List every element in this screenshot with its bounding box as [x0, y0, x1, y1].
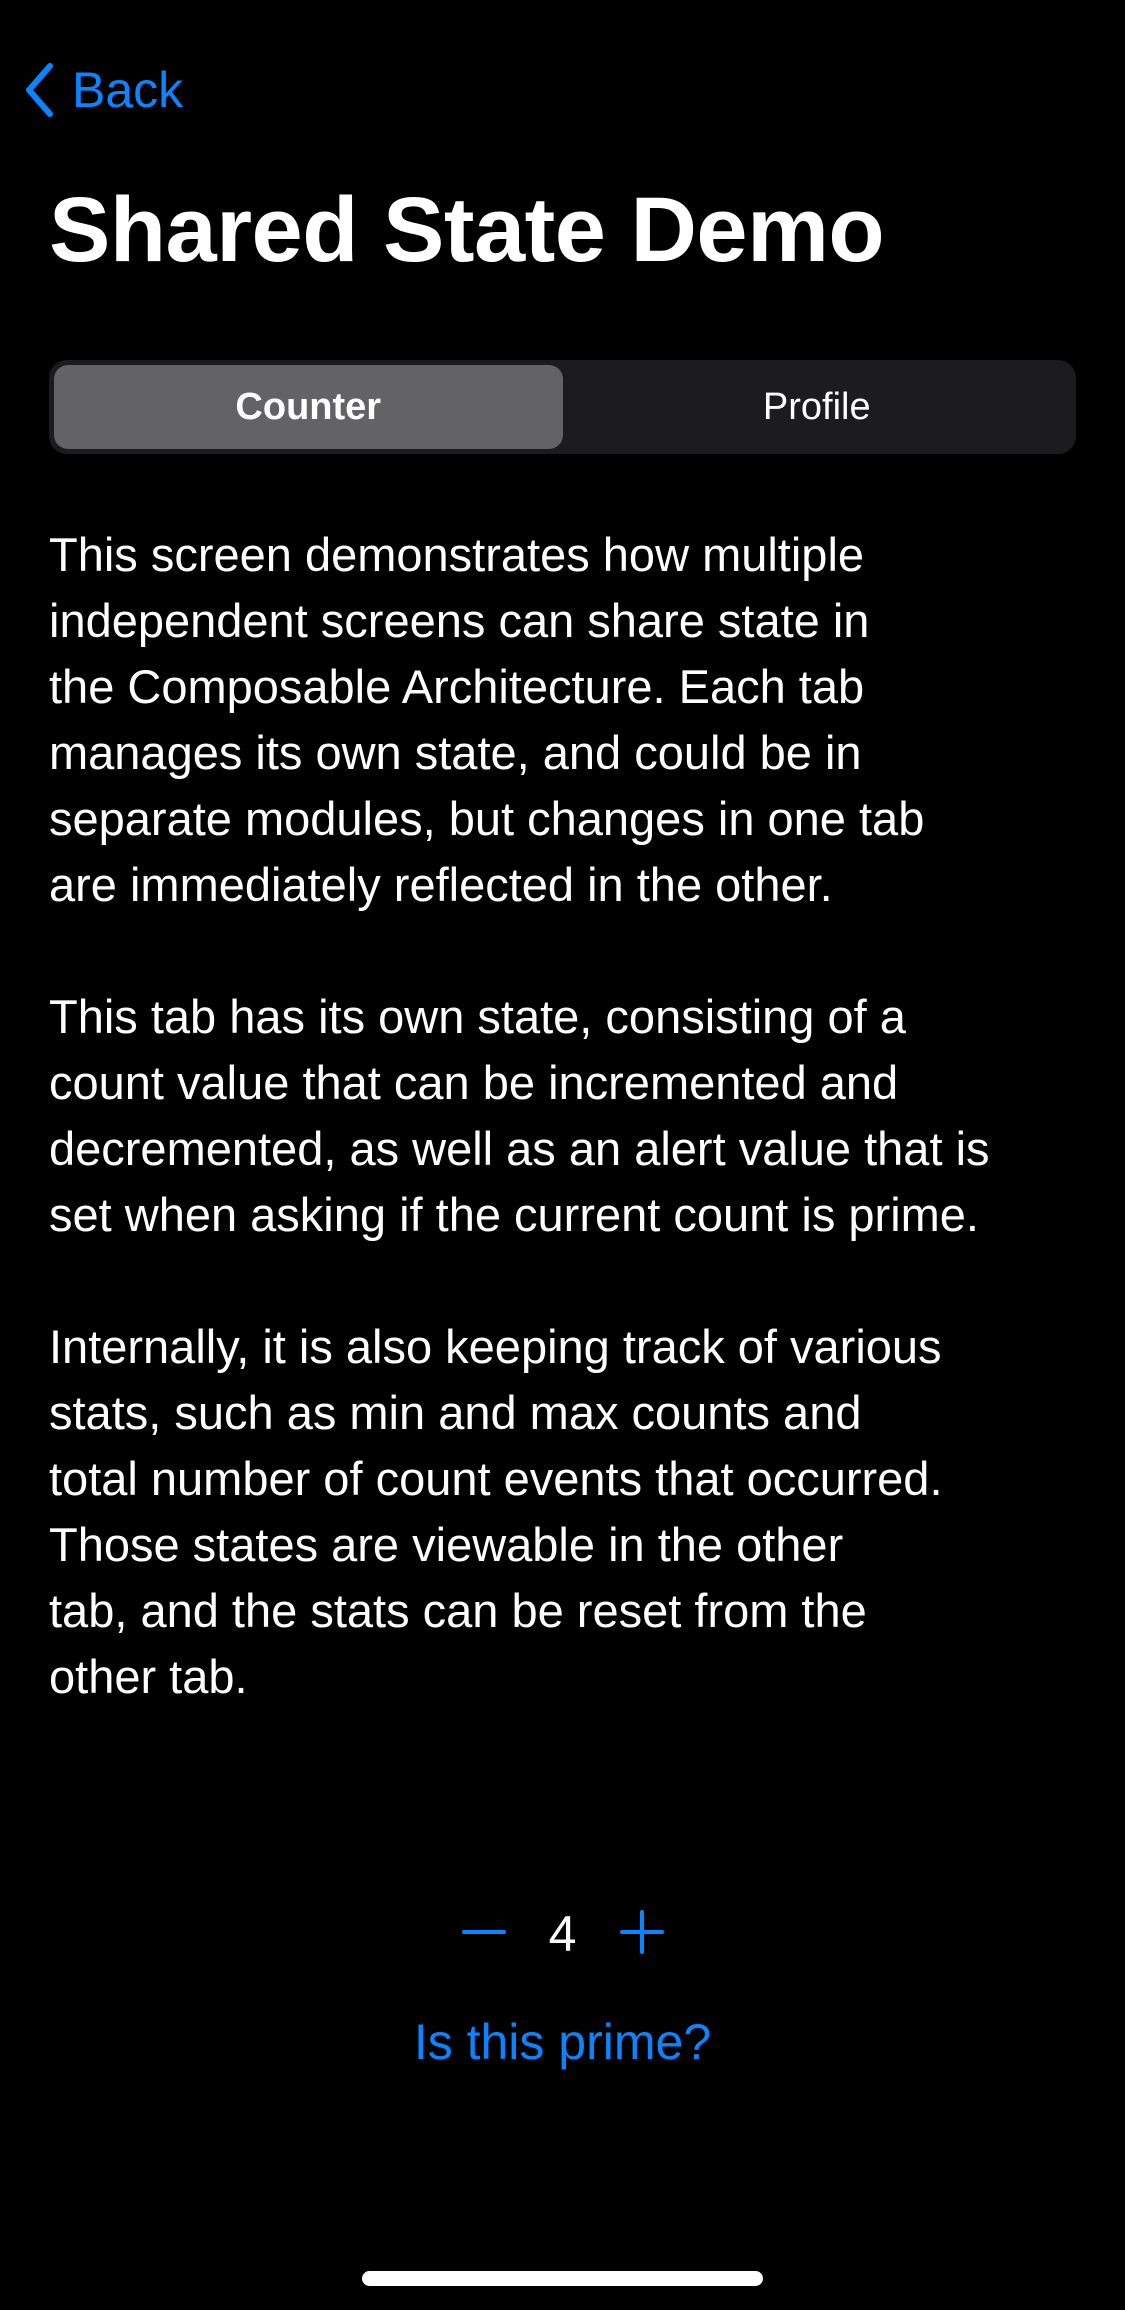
- back-button-label: Back: [72, 62, 184, 118]
- is-prime-button[interactable]: Is this prime?: [413, 2014, 712, 2070]
- description-paragraph: This tab has its own state, consisting of a count value that can be incremented and decremented, as well as an alert value that is set when asking if the current count is prime.: [49, 990, 990, 1241]
- segment-counter[interactable]: Counter: [54, 365, 563, 449]
- plus-icon: [620, 1910, 664, 1959]
- page-title: Shared State Demo: [49, 179, 885, 281]
- count-value: 4: [548, 1906, 577, 1962]
- minus-icon: [462, 1910, 506, 1959]
- description: [49, 522, 1089, 1776]
- segmented-control: [49, 360, 1076, 454]
- description-paragraph: Internally, it is also keeping track of various stats, such as min and max counts and total number of count events that occurred. Those states are viewable in the other tab, and the stats can be reset from the other tab.: [49, 1320, 943, 1703]
- description-paragraph: This screen demonstrates how multiple independent screens can share state in the Composable Architecture. Each tab manages its own state, and could be in separate modules, but changes in one tab are immediately reflected in the other.: [49, 528, 925, 911]
- counter-stepper: [0, 1894, 1125, 1974]
- home-indicator[interactable]: [362, 2271, 763, 2286]
- segment-profile[interactable]: Profile: [762, 385, 871, 428]
- chevron-left-icon: [24, 62, 54, 118]
- increment-button[interactable]: [618, 1910, 666, 1958]
- back-button[interactable]: [24, 56, 183, 124]
- decrement-button[interactable]: [460, 1910, 508, 1958]
